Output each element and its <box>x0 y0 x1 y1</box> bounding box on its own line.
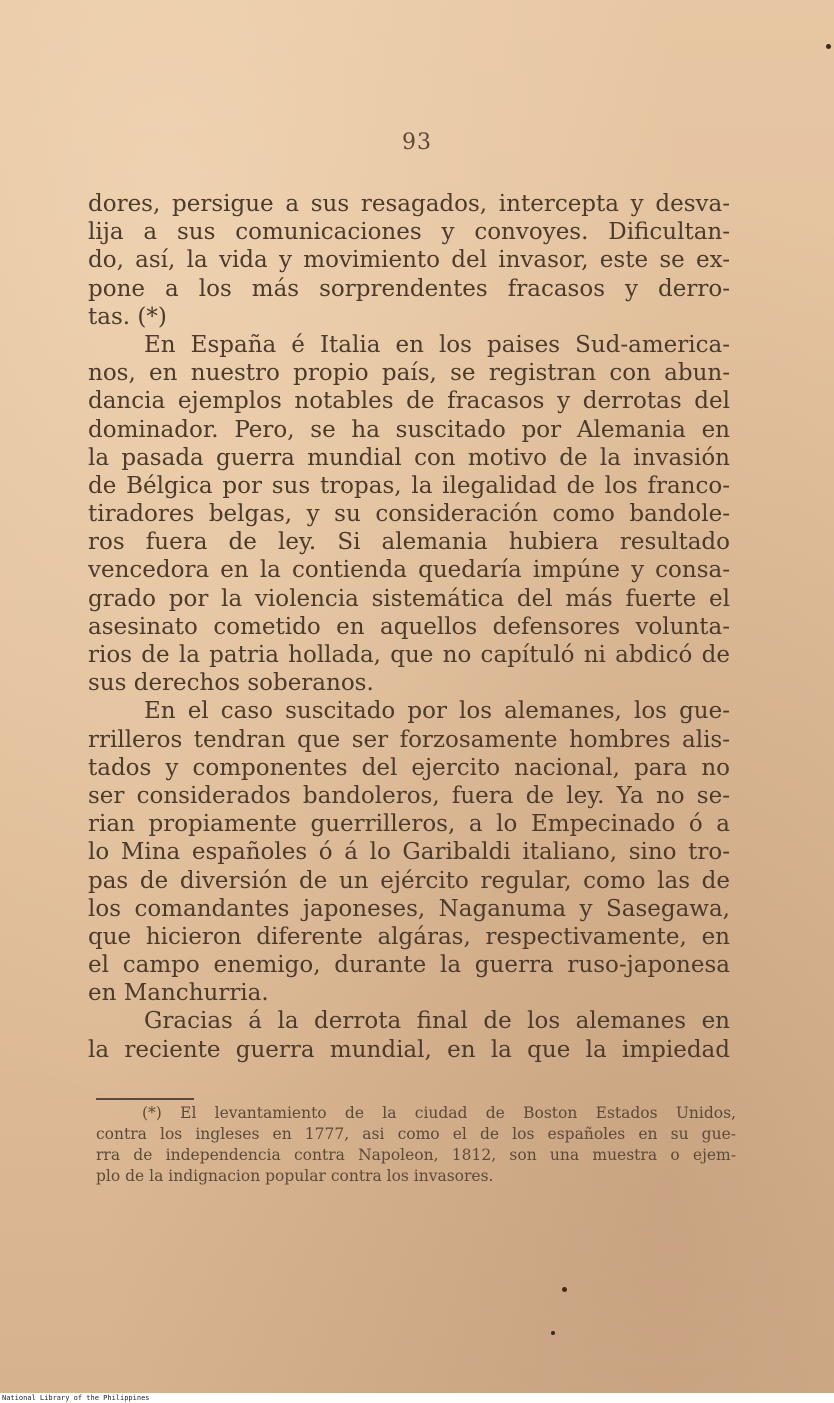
footnote-line: rra de independencia contra Napoleon, 1812, son una muestra o ejem- <box>96 1146 736 1164</box>
body-line: la pasada guerra mundial con motivo de la invasión <box>88 444 730 471</box>
paragraph-start-line: En España é Italia en los paises Sud-america- <box>144 331 730 358</box>
body-line: sus derechos soberanos. <box>88 670 374 697</box>
body-line: la reciente guerra mundial, en la que la impiedad <box>88 1036 730 1063</box>
body-line: que hicieron diferente algáras, respectivamente, en <box>88 923 730 950</box>
footnote <box>96 1103 736 1187</box>
body-line: nos, en nuestro propio país, se registran con abun- <box>88 360 730 387</box>
body-line: rian propiamente guerrilleros, a lo Empecinado ó a <box>88 811 730 838</box>
body-line: tados y componentes del ejercito nacional, para no <box>88 754 730 781</box>
body-line: de Bélgica por sus tropas, la ilegalidad de los franco- <box>88 472 730 499</box>
footnote-divider <box>96 1098 194 1100</box>
body-line: rrilleros tendran que ser forzosamente hombres alis- <box>88 726 730 753</box>
body-line: lo Mina españoles ó á lo Garibaldi italiano, sino tro- <box>88 839 730 866</box>
body-line: pas de diversión de un ejército regular, como las de <box>88 867 730 894</box>
body-line: pone a los más sorprendentes fracasos y derro- <box>88 275 730 302</box>
body-line: los comandantes japoneses, Naganuma y Sasegawa, <box>88 895 730 922</box>
scan-footer <box>0 1393 834 1403</box>
body-line: ros fuera de ley. Si alemania hubiera resultado <box>88 529 730 556</box>
paper-speck <box>562 1287 567 1292</box>
paragraph-start-line: Gracias á la derrota final de los alemanes en <box>144 1008 730 1035</box>
body-line: do, así, la vida y movimiento del invasor, este se ex- <box>88 247 730 274</box>
body-line: dancia ejemplos notables de fracasos y derrotas del <box>88 388 730 415</box>
body-line: lija a sus comunicaciones y convoyes. Dificultan- <box>88 219 730 246</box>
body-line: ser considerados bandoleros, fuera de ley. Ya no se- <box>88 782 730 809</box>
body-line: el campo enemigo, durante la guerra ruso-japonesa <box>88 952 730 979</box>
body-line: rios de la patria hollada, que no capítuló ni abdicó de <box>88 642 730 668</box>
body-line: dores, persigue a sus resagados, intercepta y desva- <box>88 191 730 217</box>
paper-speck <box>826 44 831 49</box>
body-text <box>88 190 730 1064</box>
body-line: tas. (*) <box>88 303 167 330</box>
body-line: tiradores belgas, y su consideración como bandole- <box>88 501 730 528</box>
footnote-line: plo de la indignacion popular contra los invasores. <box>96 1167 494 1185</box>
body-line: vencedora en la contienda quedaría impúne y consa- <box>88 557 730 584</box>
body-line: en Manchurria. <box>88 980 269 1007</box>
library-watermark: National Library of the Philippines <box>2 1394 150 1402</box>
paper-speck <box>551 1331 555 1335</box>
body-line: asesinato cometido en aquellos defensores volunta- <box>88 613 730 640</box>
page-number: 93 <box>402 130 432 155</box>
body-line: grado por la violencia sistemática del más fuerte el <box>88 585 730 612</box>
body-line: dominador. Pero, se ha suscitado por Alemania en <box>88 416 730 443</box>
footnote-line: (*) El levantamiento de la ciudad de Boston Estados Unidos, <box>142 1104 736 1122</box>
paragraph-start-line: En el caso suscitado por los alemanes, los gue- <box>144 698 730 725</box>
footnote-line: contra los ingleses en 1777, asi como el de los españoles en su gue- <box>96 1125 736 1143</box>
